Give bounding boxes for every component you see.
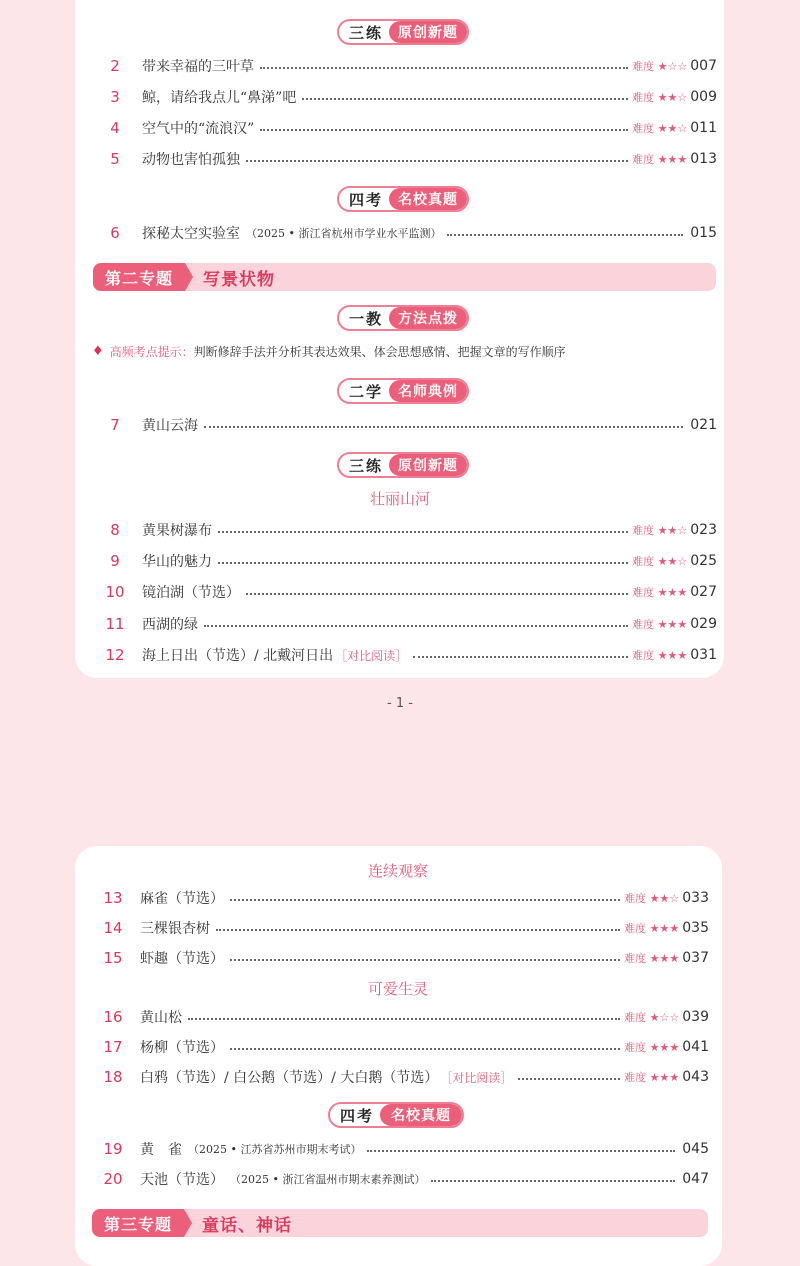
entry-number: 8	[110, 521, 120, 539]
difficulty-rating: 难度 ★★☆	[632, 555, 688, 568]
leader-dots	[230, 959, 620, 961]
entry-source: （2025 • 江苏省苏州市期末考试）	[188, 1143, 362, 1156]
difficulty-rating: 难度 ★★★	[624, 922, 680, 935]
entry-title: 西湖的绿	[142, 617, 198, 633]
entry-number: 12	[105, 646, 125, 664]
entry-source: （2025 • 浙江省杭州市学业水平监测）	[246, 227, 442, 240]
entry-title: 鲸，请给我点儿“鼻涕”吧	[142, 90, 297, 106]
entry-page: 033	[682, 890, 709, 906]
entry-title: 麻雀（节选）	[140, 891, 224, 907]
entry-page: 031	[690, 647, 717, 663]
entry-number: 7	[110, 416, 120, 434]
entry-page: 013	[690, 151, 717, 167]
tip-text: 判断修辞手法并分析其表达效果、体会思想感情、把握文章的写作顺序	[193, 345, 566, 359]
entry-page: 025	[690, 553, 717, 569]
toc-entry[interactable]	[98, 916, 709, 940]
difficulty-rating: 难度 ★★☆	[632, 91, 688, 104]
entry-page: 023	[690, 522, 717, 538]
toc-entry[interactable]	[100, 54, 717, 78]
entry-page: 027	[690, 584, 717, 600]
difficulty-rating: 难度 ★★★	[624, 1041, 680, 1054]
section-pill-kao	[337, 186, 469, 212]
subsection-title: 可爱生灵	[367, 980, 428, 998]
entry-number: 4	[110, 119, 120, 137]
leader-dots	[218, 531, 628, 533]
entry-title: 黄山松	[140, 1010, 182, 1026]
entry-page: 037	[682, 950, 709, 966]
entry-title: 空气中的“流浪汉”	[142, 121, 255, 137]
toc-entry[interactable]	[100, 643, 717, 667]
tip-label: 高频考点提示：	[109, 345, 194, 359]
entry-title: 带来幸福的三叶草	[142, 59, 254, 75]
page-number: - 1 -	[387, 696, 413, 711]
entry-page: 041	[682, 1039, 709, 1055]
leader-dots	[518, 1078, 620, 1080]
difficulty-rating: 难度 ★★☆	[632, 524, 688, 537]
entry-page: 009	[690, 89, 717, 105]
toc-entry[interactable]	[100, 85, 717, 109]
pill-value: 名校真题	[389, 188, 467, 210]
toc-entry[interactable]	[98, 1065, 709, 1089]
entry-number: 5	[110, 150, 120, 168]
exam-tip	[92, 343, 566, 360]
entry-title: 天池（节选）	[140, 1172, 224, 1188]
entry-number: 2	[110, 57, 120, 75]
banner-key: 第三专题	[92, 1209, 184, 1237]
entry-number: 14	[103, 919, 123, 937]
pill-value: 原创新题	[389, 21, 467, 43]
leader-dots	[367, 1150, 675, 1152]
entry-page: 045	[682, 1141, 709, 1157]
entry-page: 021	[690, 417, 717, 433]
toc-entry[interactable]	[100, 221, 717, 245]
leader-dots	[260, 67, 628, 69]
entry-number: 19	[103, 1140, 123, 1158]
leader-dots	[431, 1180, 675, 1182]
entry-page: 035	[682, 920, 709, 936]
pill-key: 四考	[340, 1106, 375, 1125]
leader-dots	[218, 562, 628, 564]
difficulty-rating: 难度 ★★★	[624, 1071, 680, 1084]
leader-dots	[413, 656, 628, 658]
section-pill-kao-2	[328, 1102, 464, 1128]
difficulty-rating: 难度 ★☆☆	[632, 60, 688, 73]
entry-title: 海上日出（节选）/ 北戴河日出	[142, 648, 334, 664]
toc-entry[interactable]	[100, 612, 717, 636]
fire-icon: ♦	[92, 344, 104, 359]
pill-value: 方法点拨	[389, 307, 467, 329]
toc-entry[interactable]	[98, 1005, 709, 1029]
pill-key: 一教	[349, 309, 384, 328]
entry-title: 三棵银杏树	[140, 921, 210, 937]
leader-dots	[302, 98, 628, 100]
leader-dots	[204, 426, 683, 428]
entry-title: 虾趣（节选）	[140, 951, 224, 967]
leader-dots	[188, 1018, 620, 1020]
banner-key: 第二专题	[93, 263, 185, 291]
section-pill-jiao	[337, 305, 469, 331]
entry-page: 007	[690, 58, 717, 74]
entry-title: 杨柳（节选）	[140, 1040, 224, 1056]
entry-source: （2025 • 浙江省温州市期末素养测试）	[230, 1173, 426, 1186]
entry-title: 华山的魅力	[142, 554, 212, 570]
entry-number: 15	[103, 949, 123, 967]
subsection-title: 连续观察	[367, 862, 428, 880]
pill-value: 名校真题	[380, 1104, 462, 1126]
entry-title: 探秘太空实验室	[142, 226, 240, 242]
toc-entry[interactable]	[98, 946, 709, 970]
toc-entry[interactable]	[98, 1035, 709, 1059]
toc-entry[interactable]	[100, 413, 717, 437]
toc-entry[interactable]	[98, 1137, 709, 1161]
entry-page: 047	[682, 1171, 709, 1187]
pill-key: 三练	[349, 23, 384, 42]
difficulty-rating: 难度 ★☆☆	[624, 1011, 680, 1024]
entry-title: 黄果树瀑布	[142, 523, 212, 539]
toc-entry[interactable]	[100, 580, 717, 604]
entry-number: 10	[105, 583, 125, 601]
leader-dots	[260, 129, 628, 131]
entry-title: 白鸦（节选）/ 白公鹅（节选）/ 大白鹅（节选）	[140, 1070, 439, 1086]
entry-page: 039	[682, 1009, 709, 1025]
entry-page: 011	[690, 120, 717, 136]
toc-entry[interactable]	[100, 518, 717, 542]
entry-number: 3	[110, 88, 120, 106]
leader-dots	[216, 929, 620, 931]
entry-number: 13	[103, 889, 123, 907]
toc-entry[interactable]	[100, 147, 717, 171]
leader-dots	[246, 593, 628, 595]
entry-title: 黄山云海	[142, 418, 198, 434]
difficulty-rating: 难度 ★★★	[632, 649, 688, 662]
entry-page: 043	[682, 1069, 709, 1085]
banner-title: 童话、神话	[202, 1215, 293, 1236]
entry-number: 9	[110, 552, 120, 570]
leader-dots	[230, 1048, 620, 1050]
difficulty-rating: 难度 ★★☆	[632, 122, 688, 135]
comparison-tag: ［对比阅读］	[335, 648, 408, 663]
toc-entry[interactable]	[100, 549, 717, 573]
entry-title: 动物也害怕孤独	[142, 152, 240, 168]
pill-key: 二学	[349, 382, 384, 401]
difficulty-rating: 难度 ★★☆	[624, 892, 680, 905]
subsection-title: 壮丽山河	[369, 490, 430, 508]
pill-key: 四考	[349, 190, 384, 209]
entry-page: 015	[690, 225, 717, 241]
entry-number: 16	[103, 1008, 123, 1026]
entry-number: 17	[103, 1038, 123, 1056]
toc-entry[interactable]	[98, 1167, 709, 1191]
pill-key: 三练	[349, 456, 384, 475]
difficulty-rating: 难度 ★★★	[624, 952, 680, 965]
toc-entry[interactable]	[100, 116, 717, 140]
entry-number: 6	[110, 224, 120, 242]
section-pill-xue	[337, 378, 469, 404]
section-pill-lian-2	[337, 452, 469, 478]
toc-entry[interactable]	[98, 886, 709, 910]
banner-title: 写景状物	[203, 269, 276, 290]
entry-page: 029	[690, 616, 717, 632]
topic-banner-3	[92, 1209, 708, 1237]
difficulty-rating: 难度 ★★★	[632, 618, 688, 631]
pill-value: 原创新题	[389, 454, 467, 476]
entry-number: 11	[105, 615, 125, 633]
entry-title: 镜泊湖（节选）	[142, 585, 240, 601]
difficulty-rating: 难度 ★★★	[632, 586, 688, 599]
leader-dots	[447, 234, 683, 236]
leader-dots	[246, 160, 628, 162]
pill-value: 名师典例	[389, 380, 467, 402]
comparison-tag: ［对比阅读］	[440, 1070, 513, 1085]
difficulty-rating: 难度 ★★★	[632, 153, 688, 166]
section-pill-lian	[337, 19, 469, 45]
entry-number: 20	[103, 1170, 123, 1188]
entry-number: 18	[103, 1068, 123, 1086]
leader-dots	[204, 625, 628, 627]
entry-title: 黄 雀	[140, 1142, 182, 1158]
leader-dots	[230, 899, 620, 901]
topic-banner-2	[93, 263, 716, 291]
